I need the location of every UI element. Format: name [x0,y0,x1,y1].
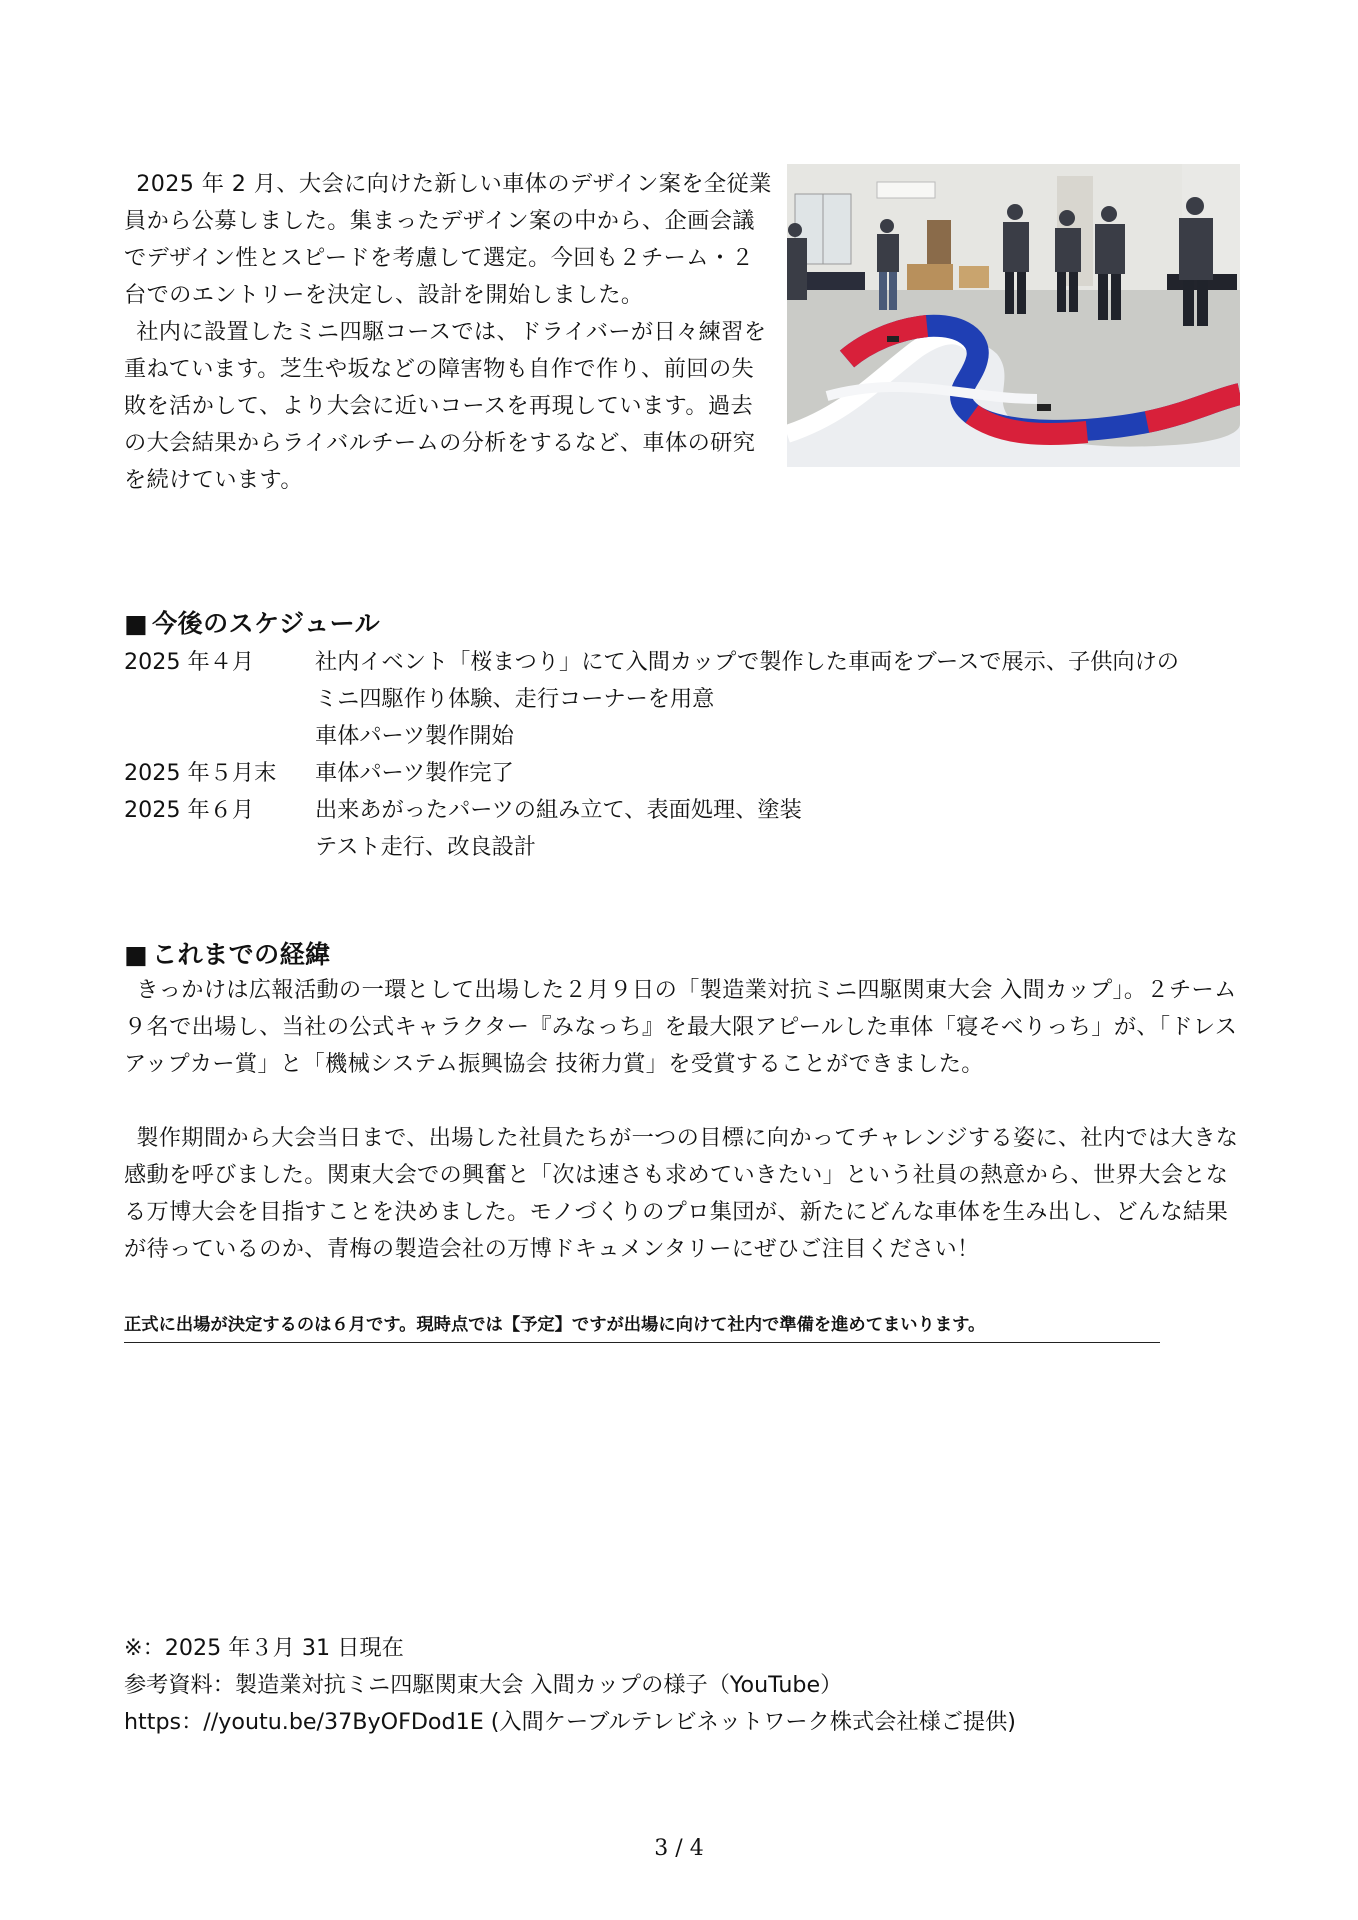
page-number: 3 / 4 [654,1836,704,1861]
course-photo-illustration [787,164,1240,467]
history-heading-text: これまでの経緯 [152,940,331,969]
schedule-item: 車体パーツ製作完了 [315,760,514,786]
history-text [124,972,1244,1268]
schedule-date: 2025 年５月末 [124,760,277,786]
schedule-heading [124,604,380,640]
intro-paragraph: 社内に設置したミニ四駆コースでは、ドライバーが日々練習を重ねています。芝生や坂などの障害物も自作で作り、前回の失敗を活かして、より大会に近いコースを再現しています。過去の大会結果からライバルチームの分析をするなど、車体の研究を続けています。 [124,319,767,493]
schedule-item: 社内イベント「桜まつり」にて入間カップで製作した車両をブースで展示、子供向けの [315,649,1179,675]
schedule-item: 出来あがったパーツの組み立て、表面処理、塗装 [315,797,802,823]
reference-note: 参考資料：製造業対抗ミニ四駆関東大会 入間カップの様子（YouTube） [124,1672,843,1698]
youtube-link[interactable]: https：//youtu.be/37ByOFDod1E (入間ケーブルテレビネットワーク株式会社様ご提供) [124,1709,1016,1735]
schedule-item: テスト走行、改良設計 [315,834,536,860]
schedule-row [124,792,1254,866]
date-note: ※：2025 年３月 31 日現在 [124,1635,404,1661]
schedule-heading-text: 今後のスケジュール [152,609,381,638]
schedule-row [124,644,1254,755]
schedule-item: 車体パーツ製作開始 [315,723,514,749]
schedule-date: 2025 年４月 [124,649,255,675]
mini4wd-course-photo [787,164,1240,467]
schedule-date: 2025 年６月 [124,797,255,823]
schedule-list [124,644,1254,866]
square-bullet-icon: ■ [124,609,149,638]
intro-text [124,166,774,499]
schedule-item: ミニ四駆作り体験、走行コーナーを用意 [315,686,715,712]
history-paragraph: きっかけは広報活動の一環として出場した２月９日の「製造業対抗ミニ四駆関東大会 入間カップ」。２チーム９名で出場し、当社の公式キャラクター『みなっち』を最大限アピールした車体「寝そべりっち」が、「ドレスアップカー賞」と「機械システム振興協会 技術力賞」を受賞することができました。 [124,977,1238,1077]
square-bullet-icon: ■ [124,940,149,969]
schedule-row [124,755,1254,792]
intro-paragraph: 2025 年 2 月、大会に向けた新しい車体のデザイン案を全従業員から公募しました。集まったデザイン案の中から、企画会議でデザイン性とスピードを考慮して選定。今回も２チーム・２台でのエントリーを決定し、設計を開始しました。 [124,171,772,308]
history-heading [124,935,331,971]
participation-notice: 正式に出場が決定するのは６月です。現時点では【予定】ですが出場に向けて社内で準備を進めてまいります。 [124,1311,1160,1343]
footnotes [124,1630,1254,1741]
history-paragraph: 製作期間から大会当日まで、出場した社員たちが一つの目標に向かってチャレンジする姿に、社内では大きな感動を呼びました。関東大会での興奮と「次は速さも求めていきたい」という社員の熱意から、世界大会となる万博大会を目指すことを決めました。モノづくりのプロ集団が、新たにどんな車体を生み出し、どんな結果が待っているのか、青梅の製造会社の万博ドキュメンタリーにぜひご注目ください！ [124,1125,1239,1262]
